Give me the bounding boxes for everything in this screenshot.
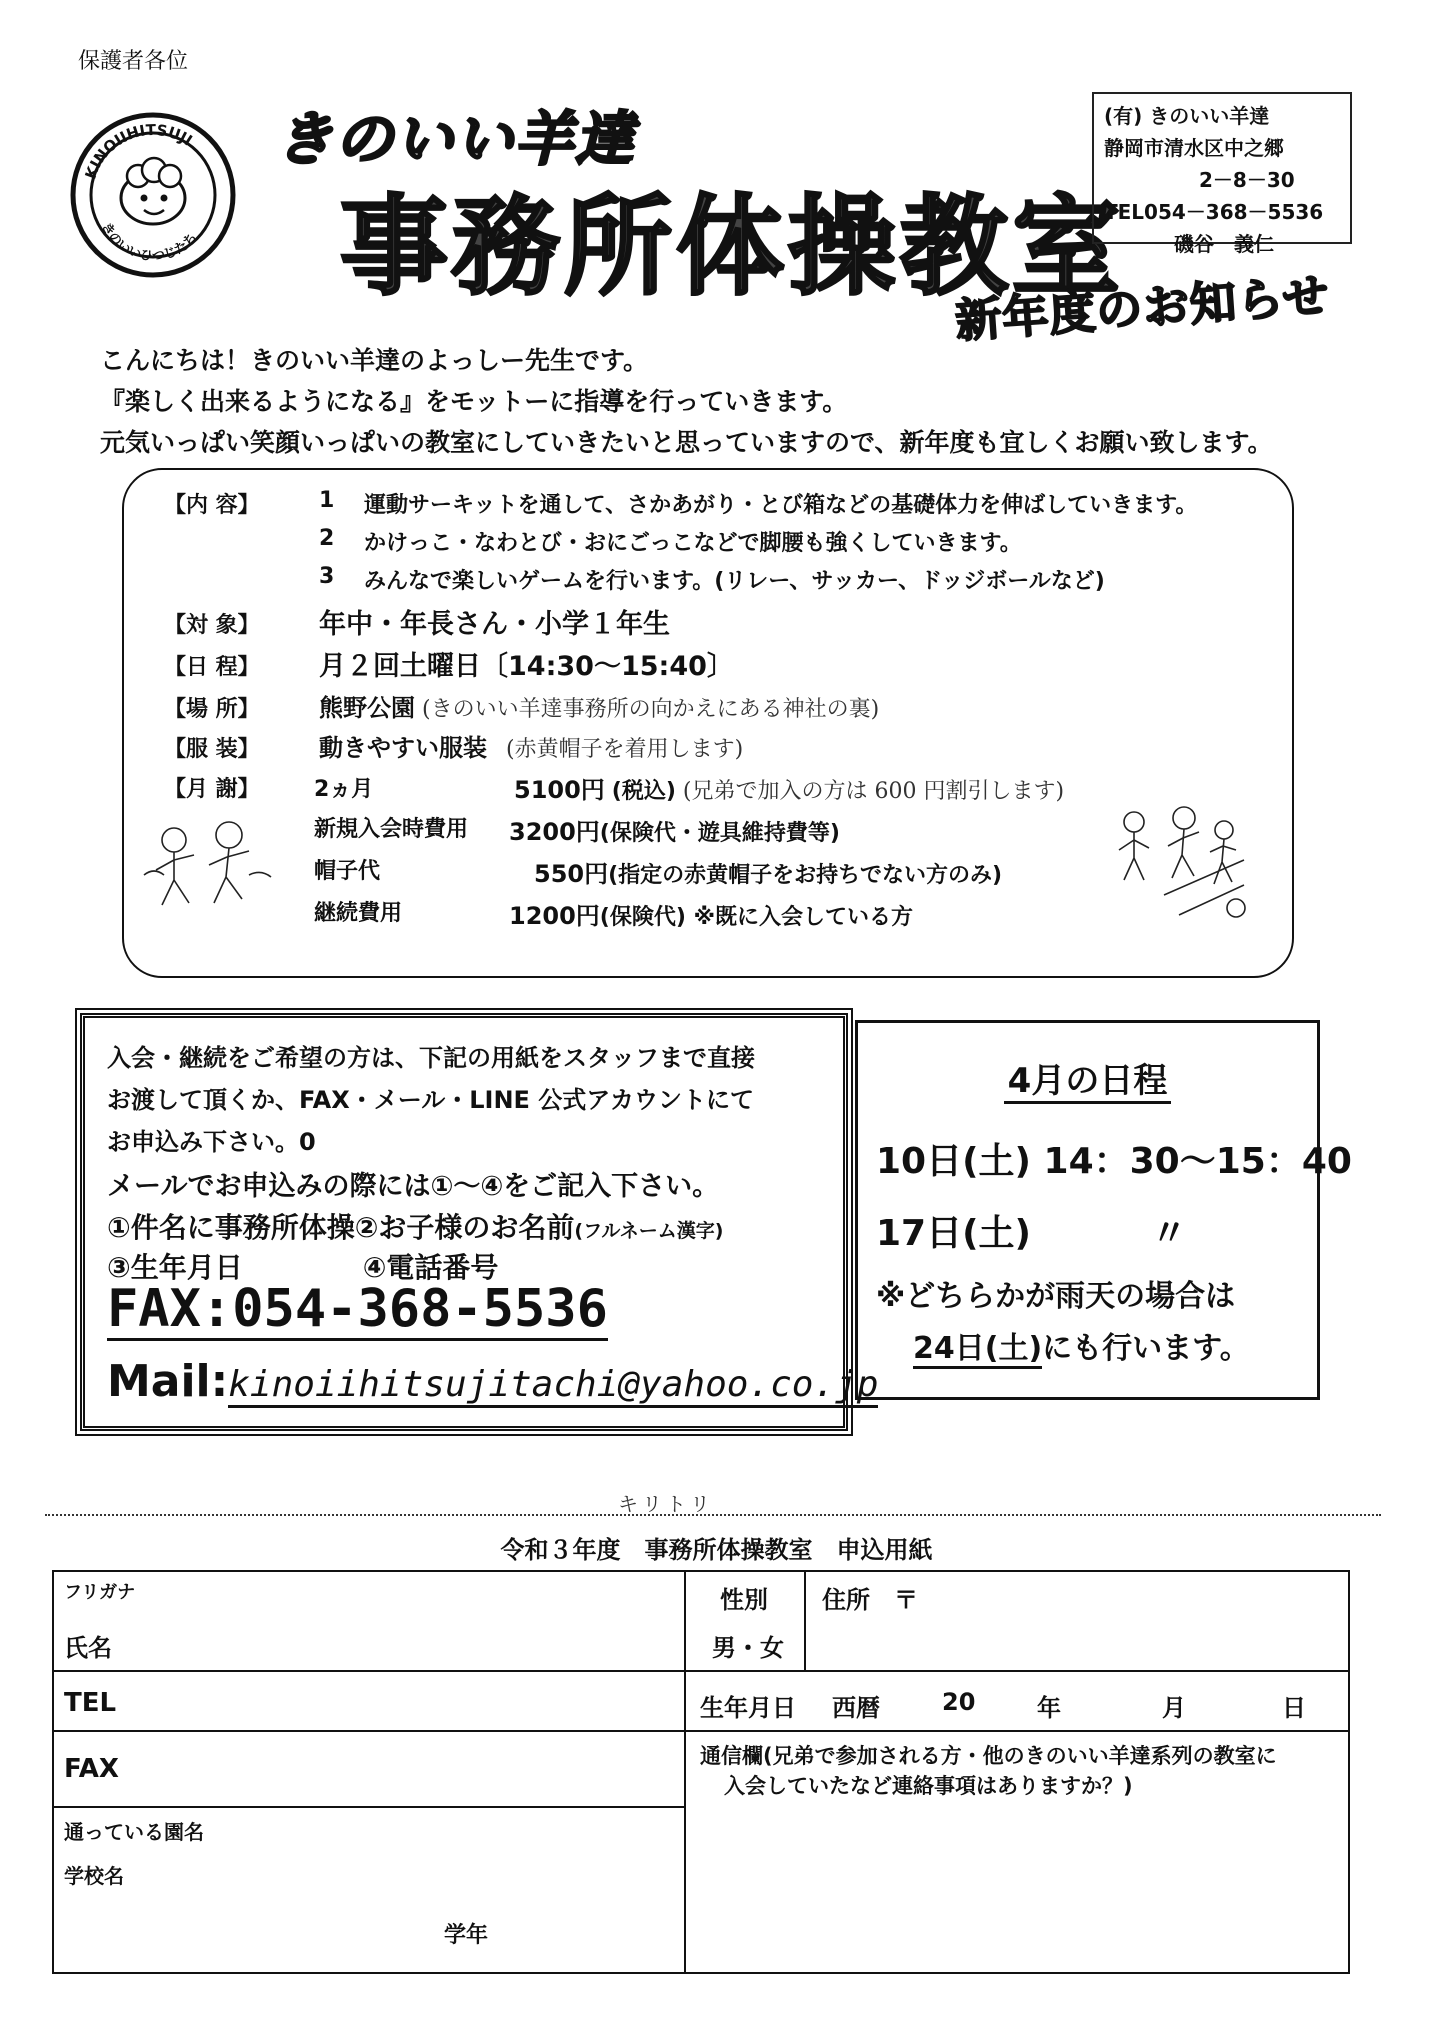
rain-note-suffix: にも行います。 xyxy=(1042,1331,1250,1366)
tel-label: TEL xyxy=(64,1688,117,1718)
place-value: 熊野公園 xyxy=(319,694,415,722)
remarks-label: 通信欄(兄弟で参加される方・他のきのいい羊達系列の教室に xyxy=(700,1744,1277,1768)
apply-phone-item: ④電話番号 xyxy=(362,1251,499,1284)
application-form xyxy=(52,1570,1350,1974)
fee-note: (指定の赤黄帽子をお持ちでない方のみ) xyxy=(608,863,1003,888)
content-item: みんなで楽しいゲームを行います。(リレー、サッカー、ドッジボールなど) xyxy=(364,569,1105,594)
logo-text-bottom: きのいいひつじたち xyxy=(97,220,201,265)
form-title: 令和３年度 事務所体操教室 申込用紙 xyxy=(500,1536,933,1564)
content-item-num: 1 xyxy=(319,488,335,513)
content-item: 運動サーキットを通して、さかあがり・とび箱などの基礎体力を伸ばしていきます。 xyxy=(364,493,1198,518)
schedule-label: 【日 程】 xyxy=(164,655,260,680)
school-label: 学校名 xyxy=(64,1864,124,1888)
fee-amount: 5100円 xyxy=(514,776,605,804)
fee-amount: 3200円 xyxy=(509,818,600,846)
company-info-box xyxy=(1092,92,1352,256)
content-item: かけっこ・なわとび・おにごっこなどで脚腰も強くしていきます。 xyxy=(364,531,1022,556)
birthdate-label: 生年月日 xyxy=(700,1694,796,1722)
content-item-num: 3 xyxy=(319,564,335,589)
rain-note: ※どちらかが雨天の場合は xyxy=(876,1279,1236,1314)
fee-item: 帽子代 xyxy=(314,859,381,884)
company-person: 磯谷 義仁 xyxy=(1174,232,1274,256)
month-label: 月 xyxy=(1162,1694,1186,1722)
fee-tax-note: (税込) xyxy=(611,779,676,804)
fee-amount: 1200円 xyxy=(509,902,600,930)
fee-item: 新規入会時費用 xyxy=(314,817,469,842)
sheep-logo-icon xyxy=(68,110,238,280)
fee-item: 2ヵ月 xyxy=(314,777,374,802)
cut-label: キリトリ xyxy=(618,1492,714,1516)
application-instructions-box xyxy=(80,1013,879,1431)
era-label: 西暦 xyxy=(832,1694,880,1722)
mail-address-link[interactable]: kinoiihitsujitachi@yahoo.co.jp xyxy=(228,1364,878,1408)
april-schedule-box xyxy=(855,1020,1352,1400)
fee-sibling-note: (兄弟で加入の方は 600 円割引します) xyxy=(682,779,1065,804)
schedule-value: 月２回土曜日〔14:30～15:40〕 xyxy=(319,651,734,682)
apply-line: 入会・継続をご希望の方は、下記の用紙をスタッフまで直接 xyxy=(107,1044,755,1072)
company-tel: TEL054－368－5536 xyxy=(1104,200,1324,224)
grade-label: 学年 xyxy=(444,1923,489,1948)
place-note: (きのいい羊達事務所の向かえにある神社の裏) xyxy=(422,697,880,722)
remarks-label-2: 入会していたなど連絡事項はありますか？) xyxy=(724,1774,1133,1798)
logo-text-top: KINOIIHITSUJI xyxy=(81,120,196,182)
day-label: 日 xyxy=(1282,1694,1306,1722)
new-year-notice: 新年度のお知らせ xyxy=(953,267,1332,348)
gender-label: 性別 xyxy=(720,1586,768,1614)
fee-amount: 550円 xyxy=(534,860,609,888)
cut-line-divider xyxy=(45,1514,1381,1516)
fee-label: 【月 謝】 xyxy=(164,777,260,802)
year-label: 年 xyxy=(1037,1694,1061,1722)
company-address2: 2－8－30 xyxy=(1199,168,1295,192)
mail-label: Mail: xyxy=(107,1356,229,1407)
april-schedule-title: 4月の日程 xyxy=(1004,1061,1172,1104)
kindergarten-label: 通っている園名 xyxy=(64,1820,204,1844)
intro-text xyxy=(100,340,1273,463)
fax-number: FAX:054-368-5536 xyxy=(107,1279,608,1339)
target-label: 【対 象】 xyxy=(164,613,260,638)
intro-line: 元気いっぱい笑顔いっぱいの教室にしていきたいと思っていますので、新年度も宜しくお願い致します。 xyxy=(100,428,1273,457)
rain-date: 24日(土) xyxy=(913,1331,1042,1369)
children-running-illustration-icon xyxy=(134,815,284,925)
intro-line: こんにちは！きのいい羊達のよっしー先生です。 xyxy=(100,346,649,375)
april-schedule-date: 17日(土) xyxy=(876,1213,1032,1254)
content-label: 【内 容】 xyxy=(164,493,260,518)
year-prefix: 20 xyxy=(942,1688,976,1716)
address-label: 住所 〒 xyxy=(822,1586,918,1614)
place-label: 【場 所】 xyxy=(164,697,260,722)
apply-fullname-note: (フルネーム漢字) xyxy=(574,1220,724,1242)
clothes-note: (赤黄帽子を着用します) xyxy=(506,737,744,762)
fee-item: 継続費用 xyxy=(314,901,403,926)
fee-note: (保険代) ※既に入会している方 xyxy=(599,905,913,930)
clothes-value: 動きやすい服装 xyxy=(319,734,487,762)
page-title: 事務所体操教室 xyxy=(340,185,1125,310)
course-details-box xyxy=(122,468,1294,978)
subtitle: きのいい羊達 xyxy=(275,105,636,173)
addressee: 保護者各位 xyxy=(78,49,189,74)
apply-line: メールでお申込みの際には①～④をご記入下さい。 xyxy=(107,1171,720,1202)
ditto-mark: 〃 xyxy=(1151,1213,1188,1254)
furigana-label: フリガナ xyxy=(64,1582,136,1603)
apply-line: お渡して頂くか、FAX・メール・LINE 公式アカウントにて xyxy=(107,1086,755,1114)
fee-note: (保険代・遊具維持費等) xyxy=(599,821,840,846)
company-address1: 静岡市清水区中之郷 xyxy=(1104,136,1284,160)
april-schedule-line: 10日(土) 14：30～15：40 xyxy=(876,1141,1352,1182)
apply-line: お申込み下さい。0 xyxy=(107,1128,316,1156)
clothes-label: 【服 装】 xyxy=(164,737,260,762)
apply-subject-line: ①件名に事務所体操②お子様のお名前 xyxy=(107,1211,575,1244)
apply-birthdate-item: ③生年月日 xyxy=(107,1251,243,1284)
children-playing-illustration-icon xyxy=(1104,800,1254,930)
name-label: 氏名 xyxy=(64,1634,112,1662)
content-item-num: 2 xyxy=(319,526,335,551)
intro-line: 『楽しく出来るようになる』をモットーに指導を行っていきます。 xyxy=(100,387,848,416)
gender-options[interactable]: 男・女 xyxy=(712,1634,784,1662)
fax-label: FAX xyxy=(64,1754,119,1784)
target-value: 年中・年長さん・小学１年生 xyxy=(319,609,670,640)
company-name: (有) きのいい羊達 xyxy=(1104,104,1270,128)
